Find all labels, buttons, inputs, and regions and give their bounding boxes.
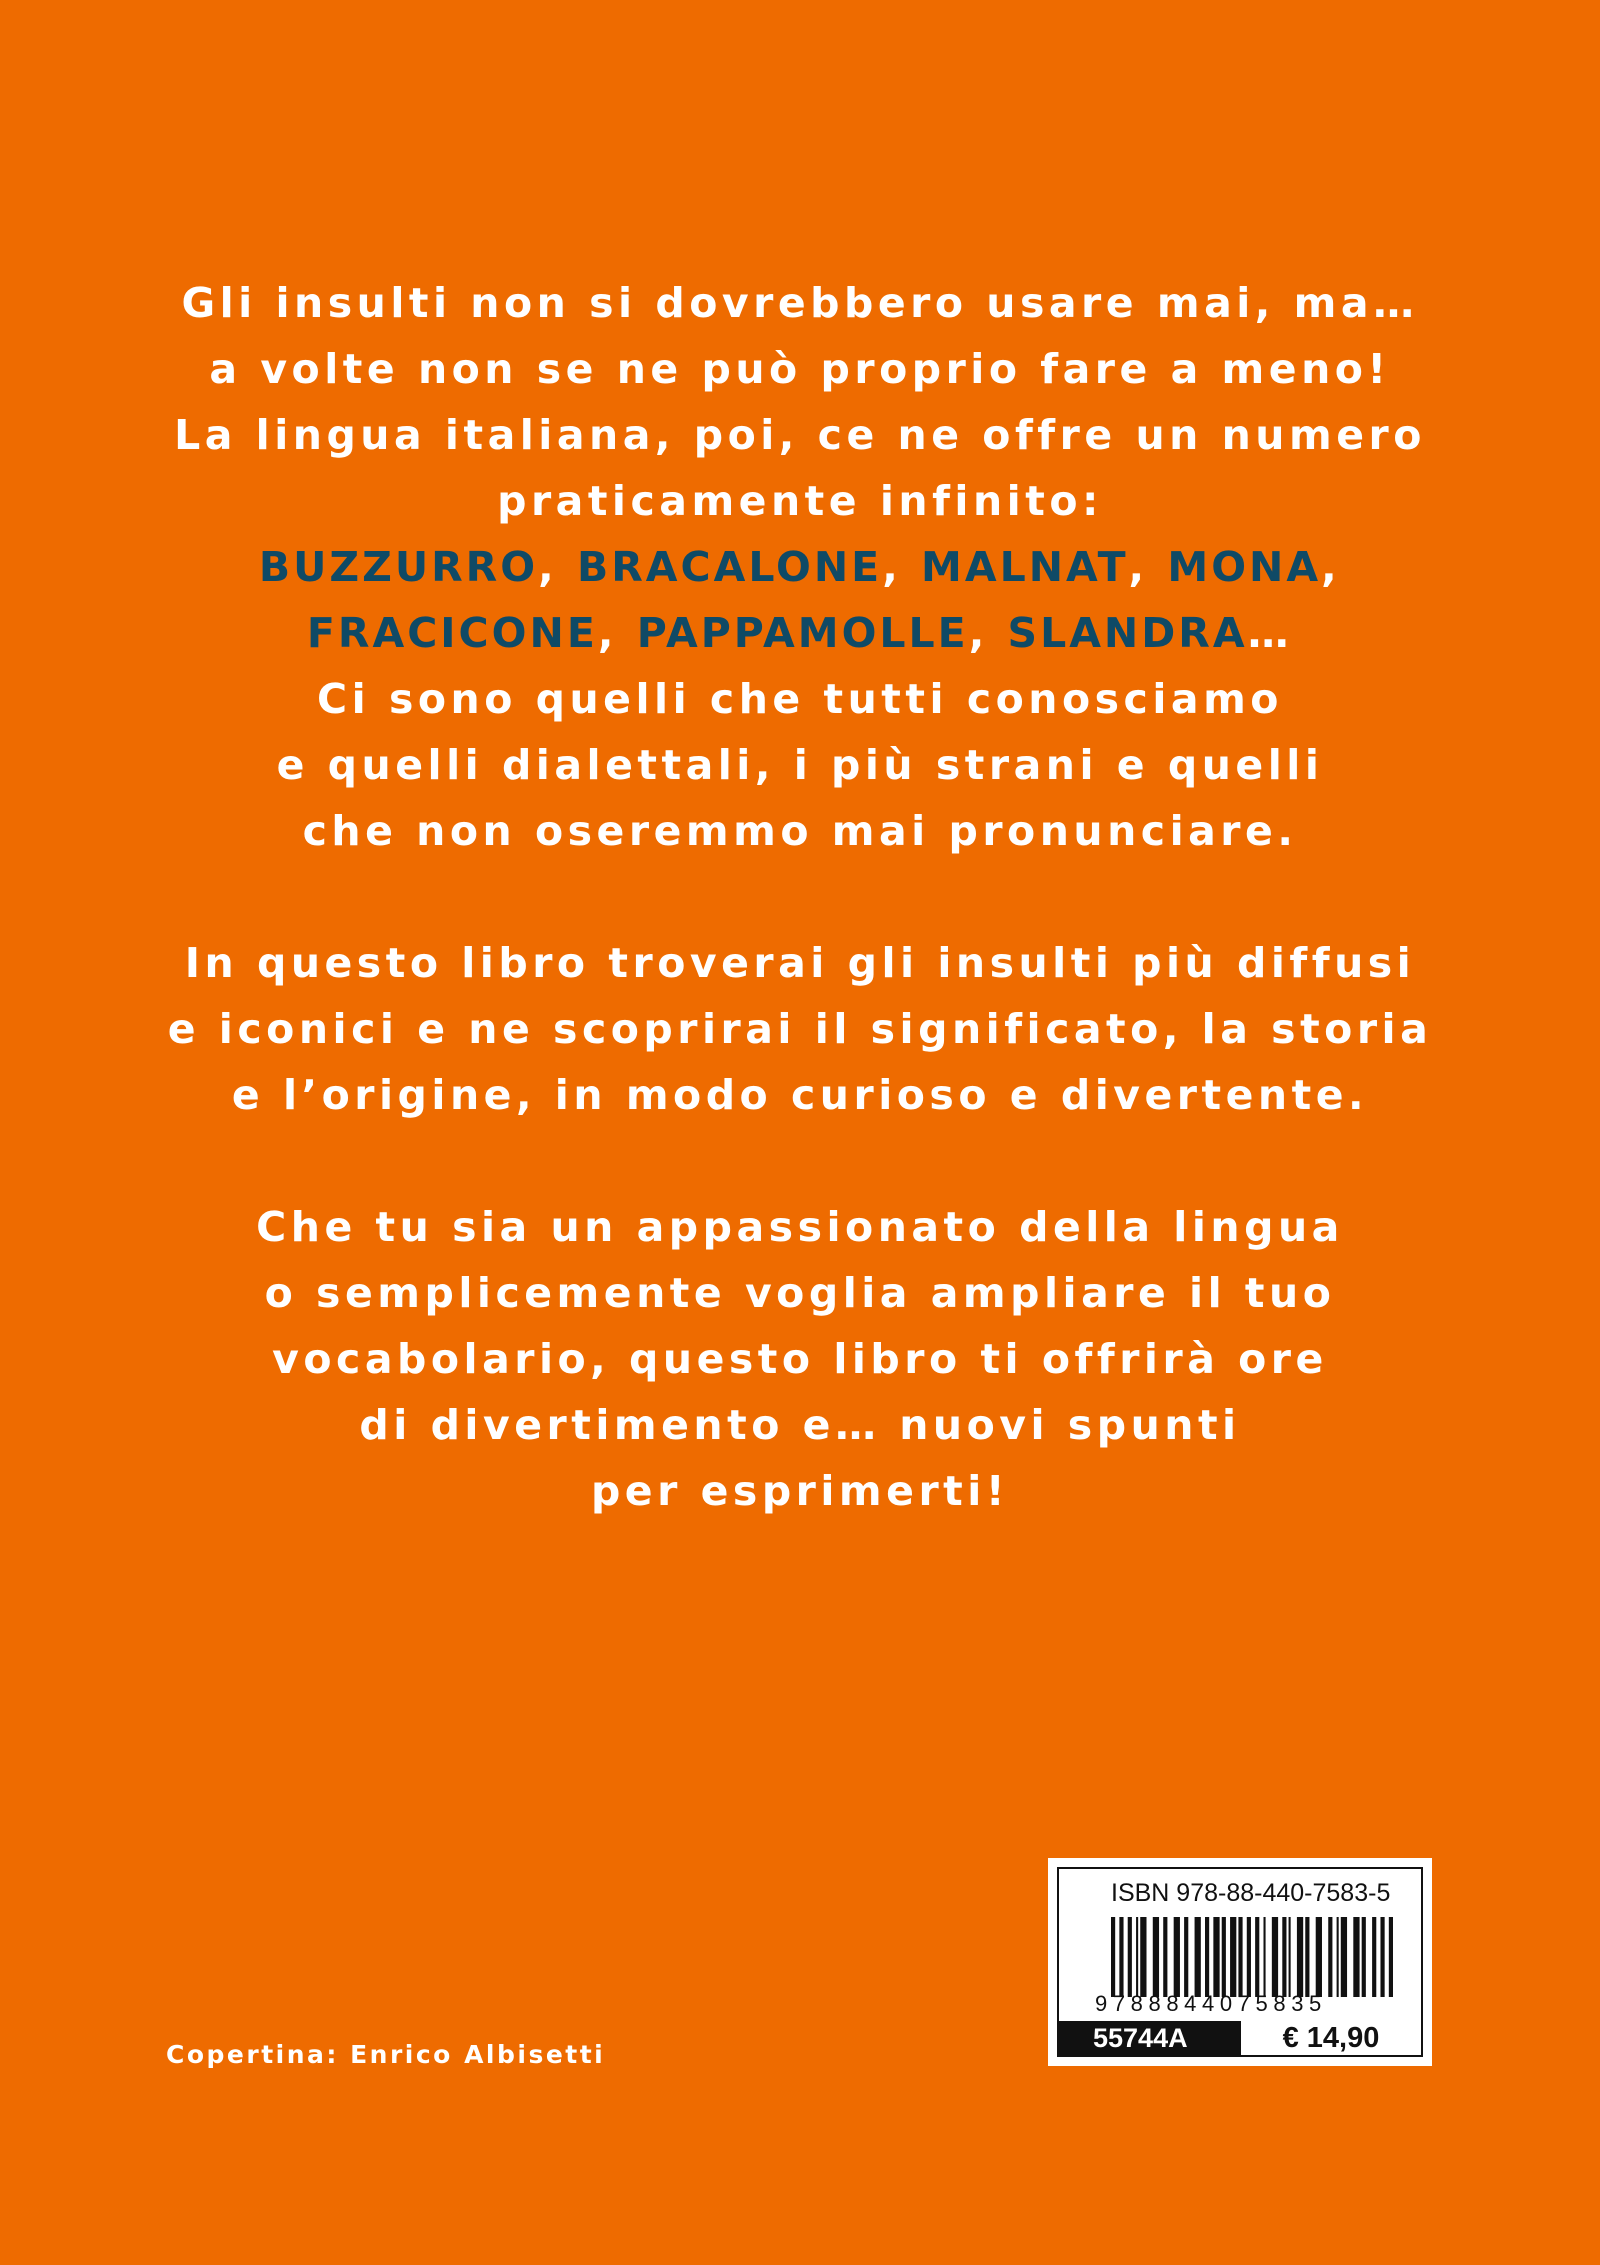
blurb-line: Che tu sia un appassionato della lingua xyxy=(256,1203,1344,1251)
barcode-bar xyxy=(1305,1917,1309,1997)
barcode-bar xyxy=(1389,1917,1393,1997)
insult-keyword: MONA xyxy=(1167,543,1322,591)
barcode-bar xyxy=(1289,1917,1291,1997)
blurb-line: vocabolario, questo libro ti offrirà ore xyxy=(272,1335,1328,1383)
barcode-bar xyxy=(1184,1917,1188,1997)
insult-separator: , xyxy=(1321,543,1342,591)
barcode-bar xyxy=(1282,1917,1286,1997)
blurb-line: praticamente infinito: xyxy=(497,477,1103,525)
barcode-bar xyxy=(1316,1917,1322,1997)
insult-separator: , xyxy=(882,543,922,591)
blurb-line: La lingua italiana, poi, ce ne offre un numero xyxy=(174,411,1426,459)
insult-separator: , xyxy=(1128,543,1168,591)
paragraph-gap xyxy=(0,1128,1600,1194)
barcode-bar xyxy=(1263,1917,1265,1997)
insult-keyword: PAPPAMOLLE xyxy=(636,609,969,657)
barcode-bar xyxy=(1341,1917,1347,1997)
price-label: € 14,90 xyxy=(1241,2021,1421,2055)
blurb-line: Gli insulti non si dovrebbero usare mai, ma… xyxy=(181,279,1419,327)
insult-separator: , xyxy=(538,543,577,591)
barcode-bar xyxy=(1195,1917,1201,1997)
blurb-line: e iconici e ne scoprirai il significato, la storia xyxy=(167,1005,1433,1053)
blurb-line: a volte non se ne può proprio fare a meno! xyxy=(209,345,1391,393)
barcode-bar xyxy=(1337,1917,1339,1997)
barcode-bar xyxy=(1222,1917,1226,1997)
blurb-line: che non oseremmo mai pronunciare. xyxy=(302,807,1298,855)
isbn-number: ISBN 978-88-440-7583-5 xyxy=(1111,1879,1391,1907)
insult-keyword: SLANDRA xyxy=(1007,609,1248,657)
insult-list-line xyxy=(0,534,1600,600)
blurb-line: o semplicemente voglia ampliare il tuo xyxy=(264,1269,1336,1317)
barcode-bar xyxy=(1255,1917,1259,1997)
insult-list-line xyxy=(0,600,1600,666)
cover-credit: Copertina: Enrico Albisetti xyxy=(166,2040,606,2069)
barcode-bar xyxy=(1230,1917,1236,1997)
barcode-bars xyxy=(1111,1917,1393,1997)
barcode-bar xyxy=(1213,1917,1219,1997)
blurb-line: Ci sono quelli che tutti conosciamo xyxy=(317,675,1283,723)
barcode-bar xyxy=(1205,1917,1209,1997)
barcode-bar xyxy=(1174,1917,1180,1997)
barcode-bar xyxy=(1362,1917,1366,1997)
blurb-line: e quelli dialettali, i più strani e quelli xyxy=(276,741,1324,789)
barcode-label xyxy=(1048,1858,1432,2066)
barcode-bar xyxy=(1153,1917,1159,1997)
barcode-bar xyxy=(1136,1917,1138,1997)
barcode-digits: 9788844075835 xyxy=(1095,1991,1327,2016)
product-code: 55744A xyxy=(1059,2021,1241,2055)
insult-ellipsis: … xyxy=(1247,609,1294,657)
blurb-line: di divertimento e… nuovi spunti xyxy=(359,1401,1241,1449)
barcode-bar xyxy=(1111,1917,1115,1997)
barcode-bar xyxy=(1353,1917,1359,1997)
barcode-bar xyxy=(1272,1917,1278,1997)
barcode-bar xyxy=(1140,1917,1146,1997)
barcode-bar xyxy=(1238,1917,1242,1997)
barcode-frame xyxy=(1057,1867,1423,2057)
paragraph-gap xyxy=(0,864,1600,930)
barcode-bar xyxy=(1119,1917,1123,1997)
insult-keyword: MALNAT xyxy=(921,543,1129,591)
barcode-bar xyxy=(1247,1917,1251,1997)
back-cover-blurb xyxy=(0,270,1600,1524)
insult-keyword: BUZZURRO xyxy=(258,543,539,591)
barcode-bar xyxy=(1372,1917,1376,1997)
insult-keyword: FRACICONE xyxy=(306,609,598,657)
blurb-line: per esprimerti! xyxy=(590,1467,1010,1515)
blurb-line: e l’origine, in modo curioso e divertente. xyxy=(231,1071,1369,1119)
barcode-bar xyxy=(1163,1917,1167,1997)
barcode-bar xyxy=(1128,1917,1132,1997)
blurb-line: In questo libro troverai gli insulti più diffusi xyxy=(184,939,1416,987)
barcode-bar xyxy=(1297,1917,1303,1997)
insult-separator: , xyxy=(597,609,637,657)
barcode-bar xyxy=(1328,1917,1332,1997)
insult-separator: , xyxy=(968,609,1008,657)
barcode-bar xyxy=(1380,1917,1384,1997)
insult-keyword: BRACALONE xyxy=(576,543,883,591)
